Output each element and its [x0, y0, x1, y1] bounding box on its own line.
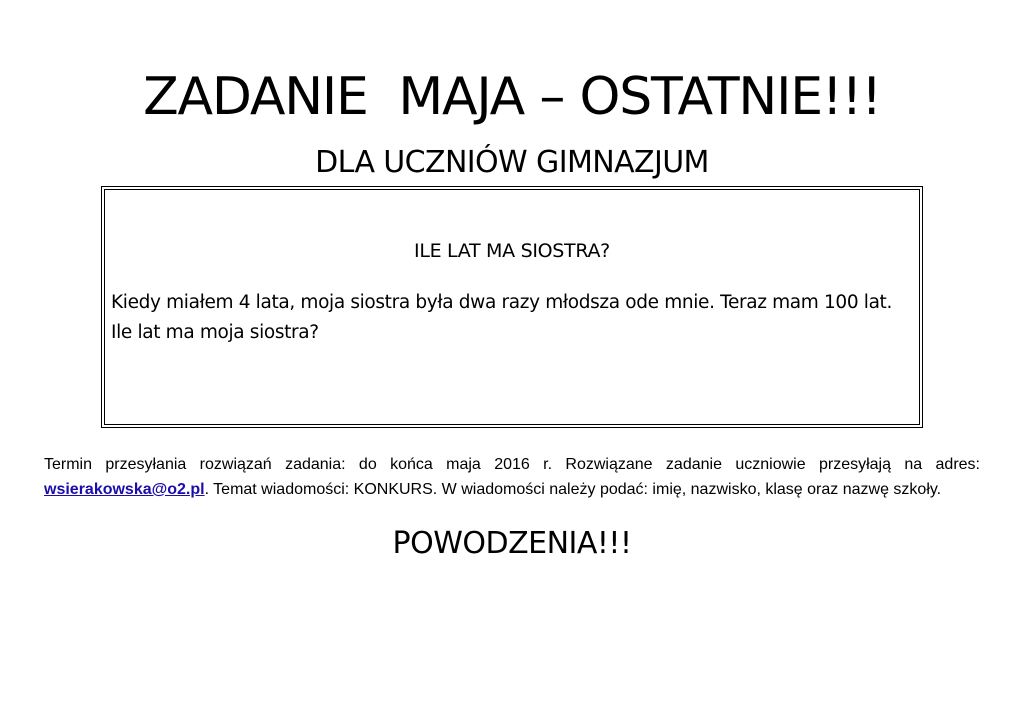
page-title: ZADANIE MAJA – OSTATNIE!!! — [143, 67, 881, 127]
email-link[interactable]: wsierakowska@o2.pl — [44, 481, 205, 498]
task-heading: ILE LAT MA SIOSTRA? — [414, 240, 610, 262]
page-subtitle: DLA UCZNIÓW GIMNAZJUM — [315, 145, 709, 180]
submission-info-details: . Temat wiadomości: KONKURS. W wiadomości należy podać: imię, nazwisko, klasę oraz nazwę szkoły. — [204, 481, 942, 498]
task-text: Kiedy miałem 4 lata, moja siostra była dwa razy młodsza ode mnie. Teraz mam 100 lat. Ile lat ma moja siostra? — [111, 292, 892, 343]
task-box — [101, 186, 923, 428]
closing-message: POWODZENIA!!! — [392, 526, 632, 561]
submission-info-intro: Termin przesyłania rozwiązań zadania: do końca maja 2016 r. Rozwiązane zadanie uczniowie przesyłają na adres: — [44, 456, 980, 473]
submission-info — [44, 452, 980, 502]
